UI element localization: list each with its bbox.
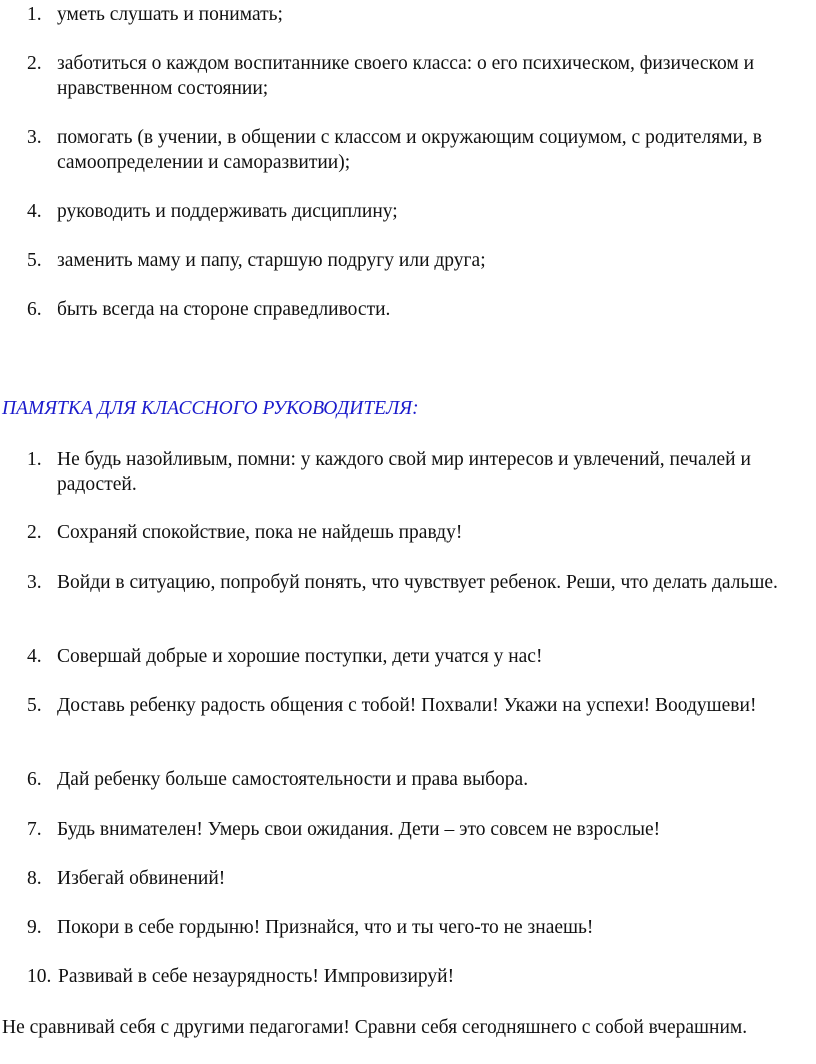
list-item-text: Будь внимателен! Умерь свои ожидания. Дети – это совсем не взрослые!: [57, 819, 661, 840]
closing-paragraph: Не сравнивай себя с другими педагогами! Сравни себя сегодняшнего с собой вчерашним.: [2, 1017, 748, 1038]
list-item-number: 6.: [27, 769, 42, 790]
list-item-text: заменить маму и папу, старшую подругу или друга;: [57, 250, 486, 271]
list-item-number: 10.: [27, 966, 52, 987]
list-item-text: Доставь ребенку радость общения с тобой! Похвали! Укажи на успехи! Воодушеви!: [57, 695, 757, 716]
list-item-text: заботиться о каждом воспитаннике своего класса: о его психическом, физическом и нравственном состоянии;: [57, 53, 755, 99]
list-item-text: Совершай добрые и хорошие поступки, дети учатся у нас!: [57, 646, 543, 667]
list-item-number: 3.: [27, 127, 42, 148]
list-item-text: Избегай обвинений!: [57, 868, 226, 889]
list-item-number: 1.: [27, 4, 42, 25]
list-item-text: Не будь назойливым, помни: у каждого свой мир интересов и увлечений, печалей и радостей.: [57, 449, 751, 495]
section-heading: ПАМЯТКА ДЛЯ КЛАССНОГО РУКОВОДИТЕЛЯ:: [2, 398, 419, 419]
list-item-number: 8.: [27, 868, 42, 889]
list-item-number: 7.: [27, 819, 42, 840]
list-item-text: Покори в себе гордыню! Признайся, что и ты чего-то не знаешь!: [57, 917, 594, 938]
list-item-number: 4.: [27, 646, 42, 667]
list-item-number: 6.: [27, 299, 42, 320]
list-item-number: 2.: [27, 522, 42, 543]
list-item-text: помогать (в учении, в общении с классом и окружающим социумом, с родителями, в самоопределении и саморазвитии);: [57, 127, 762, 173]
list-item-number: 2.: [27, 53, 42, 74]
list-item-text: Войди в ситуацию, попробуй понять, что чувствует ребенок. Реши, что делать дальше.: [57, 572, 778, 593]
list-item-text: уметь слушать и понимать;: [57, 4, 283, 25]
list-item-text: Развивай в себе незаурядность! Импровизируй!: [58, 966, 455, 987]
list-item-text: Дай ребенку больше самостоятельности и права выбора.: [57, 769, 529, 790]
list-item-number: 5.: [27, 250, 42, 271]
list-item-number: 1.: [27, 449, 42, 470]
list-item-text: Сохраняй спокойствие, пока не найдешь правду!: [57, 522, 463, 543]
list-item-number: 3.: [27, 572, 42, 593]
list-item-number: 9.: [27, 917, 42, 938]
list-item-text: быть всегда на стороне справедливости.: [57, 299, 391, 320]
list-item-text: руководить и поддерживать дисциплину;: [57, 201, 398, 222]
list-item-number: 5.: [27, 695, 42, 716]
list-item-number: 4.: [27, 201, 42, 222]
